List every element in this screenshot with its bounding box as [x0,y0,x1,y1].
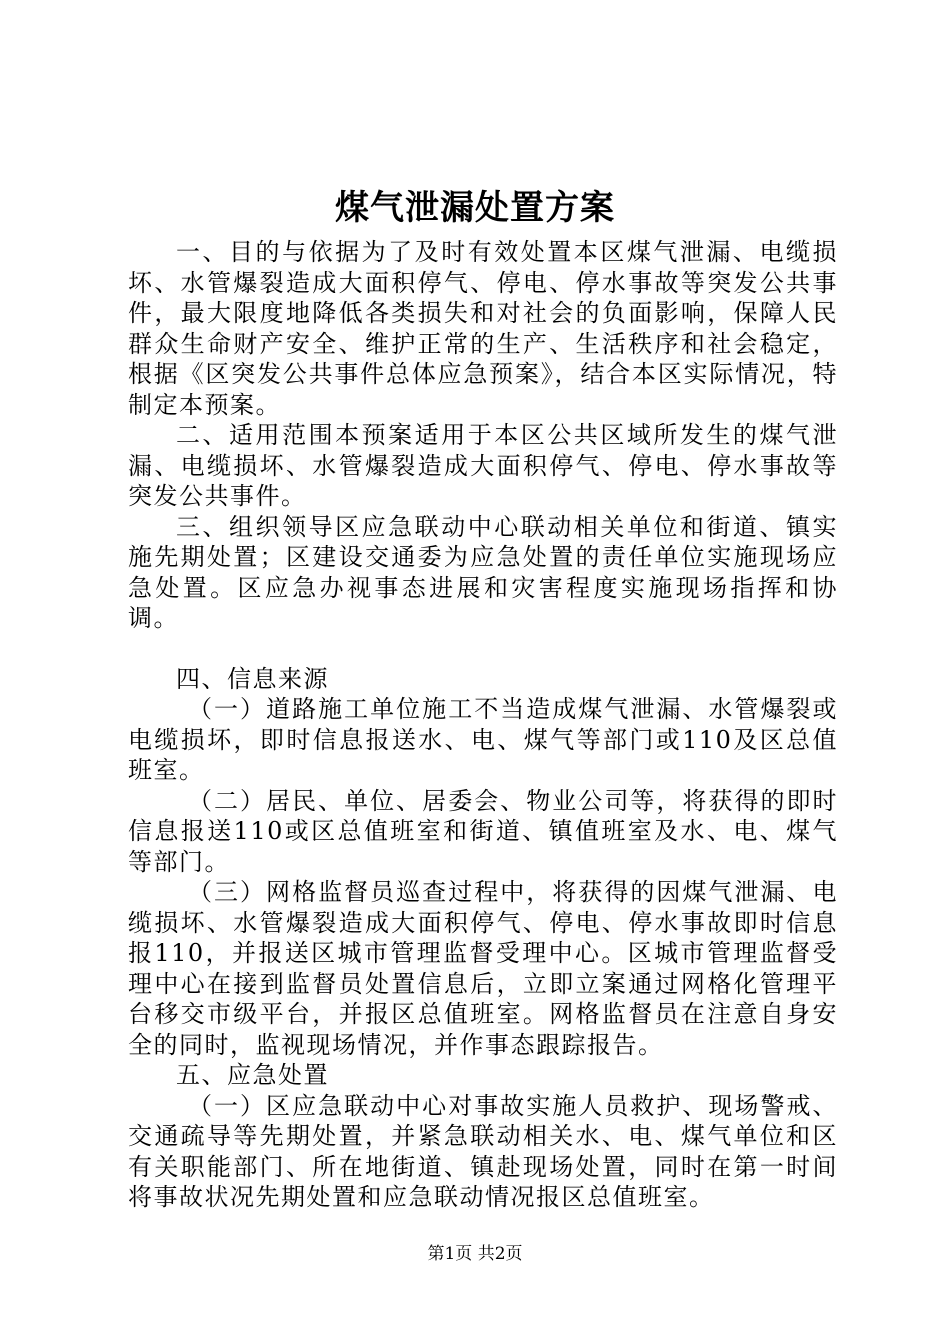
paragraph-purpose: 一、目的与依据为了及时有效处置本区煤气泄漏、电缆损坏、水管爆裂造成大面积停气、停电、停水事故等突发公共事件，最大限度地降低各类损失和对社会的负面影响，保障人民群众生命财产安全、维护正常的生产、生活秩序和社会稳定，根据《区突发公共事件总体应急预案》，结合本区实际情况，特制定本预案。 [128,238,838,419]
paragraph-info-source-1: （一）道路施工单位施工不当造成煤气泄漏、水管爆裂或电缆损坏，即时信息报送水、电、煤气等部门或110及区总值班室。 [128,695,838,784]
paragraph-emergency-response-1: （一）区应急联动中心对事故实施人员救护、现场警戒、交通疏导等先期处置，并紧急联动相关水、电、煤气单位和区有关职能部门、所在地街道、镇赴现场处置，同时在第一时间将事故状况先期处置和应急联动情况报区总值班室。 [128,1091,838,1211]
paragraph-info-source-3: （三）网格监督员巡查过程中，将获得的因煤气泄漏、电缆损坏、水管爆裂造成大面积停气、停电、停水事故即时信息报110，并报送区城市管理监督受理中心。区城市管理监督受理中心在接到监督员处置信息后，立即立案通过网格化管理平台移交市级平台，并报区总值班室。网格监督员在注意自身安全的同时，监视现场情况，并作事态跟踪报告。 [128,878,838,1059]
page-number-footer: 第1页 共2页 [427,1244,523,1264]
paragraph-info-source-2: （二）居民、单位、居委会、物业公司等，将获得的即时信息报送110或区总值班室和街道、镇值班室及水、电、煤气等部门。 [128,786,838,876]
heading-emergency-response: 五、应急处置 [176,1061,329,1089]
document-title: 煤气泄漏处置方案 [335,188,615,228]
paragraph-organization: 三、组织领导区应急联动中心联动相关单位和街道、镇实施先期处置；区建设交通委为应急处置的责任单位实施现场应急处置。区应急办视事态进展和灾害程度实施现场指挥和协调。 [128,512,838,632]
document-body [128,237,838,1213]
paragraph-scope: 二、适用范围本预案适用于本区公共区域所发生的煤气泄漏、电缆损坏、水管爆裂造成大面积停气、停电、停水事故等突发公共事件。 [128,421,838,510]
heading-info-source: 四、信息来源 [176,664,329,693]
